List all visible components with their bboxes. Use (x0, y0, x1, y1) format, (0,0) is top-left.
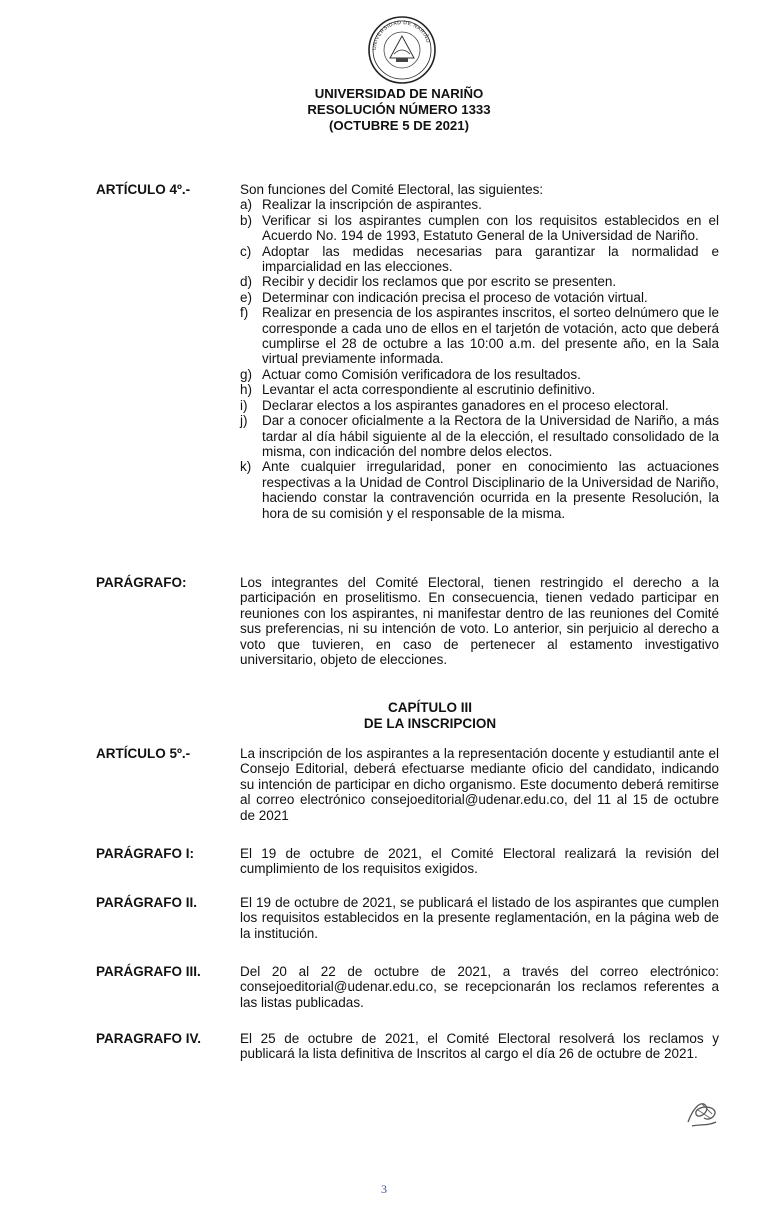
function-item-letter: e) (240, 289, 253, 305)
function-item-text: Dar a conocer oficialmente a la Rectora de la Universidad de Nariño, a más tardar al día hábil siguiente al de la elección, el resultado consolidado de la misma, con indicación del nombre delos electos. (262, 413, 719, 459)
paragrafo-2-text: El 19 de octubre de 2021, se publicará el listado de los aspirantes que cumplen los requisitos establecidos en la presente reglamentación, en la página web de la institución. (240, 895, 719, 941)
function-item (240, 290, 719, 305)
function-item-letter: j) (240, 413, 248, 429)
function-item-letter: f) (240, 305, 249, 321)
function-item-text: Verificar si los aspirantes cumplen con los requisitos establecidos en el Acuerdo No. 194 de 1993, Estatuto General de la Universidad de Nariño. (262, 212, 719, 244)
function-item (240, 274, 719, 289)
function-item-letter: c) (240, 243, 252, 259)
article-5-text: La inscripción de los aspirantes a la representación docente y estudiantil ante el Consejo Editorial, deberá efectuarse mediante oficio del candidato, indicando su intención de participar en dicho organismo. Este documento deberá remitirse al correo electrónico consejoeditorial@udenar.edu.co, del 11 al 15 de octubre de 2021 (240, 746, 719, 823)
chapter-subtitle: DE LA INSCRIPCION (363, 716, 497, 731)
function-item (240, 244, 719, 275)
resolution-number: RESOLUCIÓN NÚMERO 1333 (307, 102, 491, 117)
function-item-text: Adoptar las medidas necesarias para garantizar la normalidad e imparcialidad en las elecciones. (262, 243, 719, 275)
function-item-letter: a) (240, 197, 253, 213)
article-4-body (240, 182, 719, 521)
function-item-letter: b) (240, 212, 253, 228)
university-title: UNIVERSIDAD DE NARIÑO (314, 86, 484, 101)
paragrafo-label: PARÁGRAFO: (96, 575, 187, 590)
paragrafo-3-label: PARÁGRAFO III. (96, 964, 201, 979)
article-4-label: ARTÍCULO 4º.- (96, 182, 191, 197)
function-item-letter: h) (240, 382, 253, 398)
function-item (240, 459, 719, 521)
chapter-heading (0, 700, 768, 732)
paragrafo-4-text: El 25 de octubre de 2021, el Comité Electoral resolverá los reclamos y publicará la lista definitiva de Inscritos al cargo el día 26 de octubre de 2021. (240, 1031, 719, 1062)
function-item (240, 213, 719, 244)
paragrafo-3-text: Del 20 al 22 de octubre de 2021, a través del correo electrónico: consejoeditorial@udenar.edu.co, se recepcionarán los reclamos referentes a las listas publicadas. (240, 964, 719, 1010)
function-item-text: Ante cualquier irregularidad, poner en conocimiento las actuaciones respectivas a la Unidad de Control Disciplinario de la Universidad de Nariño, haciendo constar la contravención ocurrida en la presente Resolución, la hora de su comisión y el responsable de la misma. (262, 459, 719, 521)
document-header (0, 86, 768, 134)
paragrafo-text: Los integrantes del Comité Electoral, tienen restringido el derecho a la participación en proselitismo. En consecuencia, tienen vedado participar en reuniones con los aspirantes, ni manifestar dentro de las reuniones del Comité sus preferencias, ni su intención de voto. Lo anterior, sin perjuicio al derecho a voto que tuvieren, en caso de pertenecer al estamento investigativo universitario, objeto de elecciones. (240, 575, 719, 668)
paragrafo-1-label: PARÁGRAFO I: (96, 846, 194, 861)
function-item (240, 305, 719, 367)
paragrafo-4-label: PARAGRAFO IV. (96, 1031, 202, 1046)
function-item-letter: k) (240, 459, 252, 475)
function-item (240, 197, 719, 212)
function-item-letter: i) (240, 397, 248, 413)
function-item-text: Actuar como Comisión verificadora de los resultados. (262, 366, 581, 382)
function-item-text: Recibir y decidir los reclamos que por escrito se presenten. (262, 274, 617, 290)
function-item (240, 382, 719, 397)
page-number: 3 (381, 1182, 387, 1196)
function-item-text: Determinar con indicación precisa el proceso de votación virtual. (262, 289, 648, 305)
function-item-text: Realizar en presencia de los aspirantes inscritos, el sorteo delnúmero que le corresponde a cada uno de ellos en el tarjetón de votación, acto que deberá cumplirse el 28 de octubre a las 10:00 a.m. del presente año, en la Sala virtual previamente informada. (262, 305, 719, 367)
article-4-function-list (240, 197, 719, 521)
function-item-text: Realizar la inscripción de aspirantes. (262, 197, 482, 213)
article-5-label: ARTÍCULO 5º.- (96, 746, 191, 761)
function-item (240, 367, 719, 382)
paragrafo-1-text: El 19 de octubre de 2021, el Comité Electoral realizará la revisión del cumplimiento de los requisitos exigidos. (240, 846, 719, 877)
resolution-date: (OCTUBRE 5 DE 2021) (329, 118, 469, 133)
function-item-text: Levantar el acta correspondiente al escrutinio definitivo. (262, 382, 596, 398)
university-seal-icon (366, 14, 438, 86)
function-item-letter: d) (240, 274, 253, 290)
article-4-intro: Son funciones del Comité Electoral, las siguientes: (240, 182, 544, 197)
seal-text: UNIVERSIDAD DE NARIÑO (371, 19, 431, 51)
chapter-title: CAPÍTULO III (388, 700, 472, 715)
signature-icon (684, 1096, 720, 1130)
function-item-letter: g) (240, 366, 253, 382)
paragrafo-2-label: PARÁGRAFO II. (96, 895, 197, 910)
function-item (240, 413, 719, 459)
function-item (240, 398, 719, 413)
function-item-text: Declarar electos a los aspirantes ganadores en el proceso electoral. (262, 397, 669, 413)
